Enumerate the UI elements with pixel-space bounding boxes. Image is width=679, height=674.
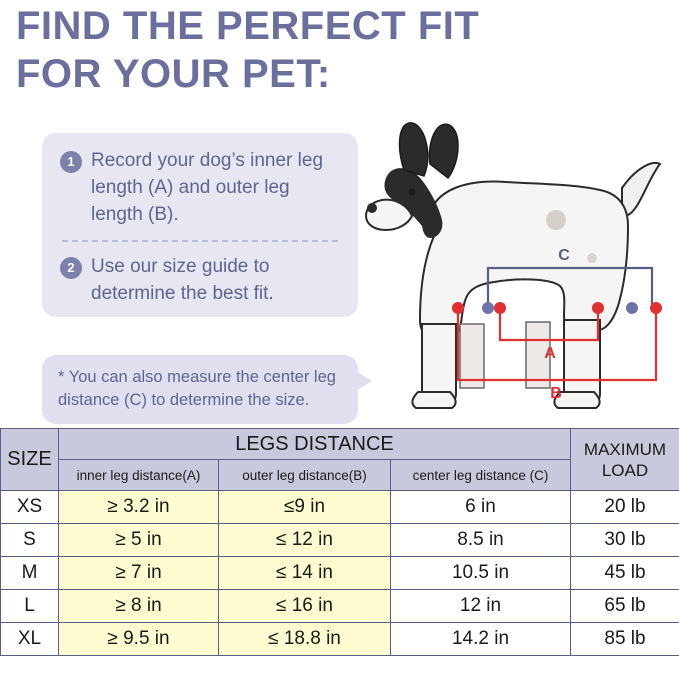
cell-center: 14.2 in [391,623,571,656]
table-row [1,491,679,524]
cell-center: 6 in [391,491,571,524]
cell-inner: ≥ 5 in [59,524,219,557]
step-number-badge: 2 [60,257,82,279]
step-text: Record your dog’s inner leg length (A) and outer leg length (B). [91,150,324,225]
header-legs-distance: LEGS DISTANCE [59,429,571,460]
cell-outer: ≤ 14 in [219,557,391,590]
header-size: SIZE [1,429,59,491]
table-row [1,557,679,590]
table-row [1,590,679,623]
cell-size: S [1,524,59,557]
header-inner-leg-distance: inner leg distance(A) [59,460,219,491]
step-text: Use our size guide to determine the best fit. [91,256,274,304]
table-header-row-1 [1,429,679,460]
cell-size: L [1,590,59,623]
cell-center: 10.5 in [391,557,571,590]
dog-illustration [366,123,660,408]
svg-text:C: C [558,247,570,264]
step-number-badge: 1 [60,151,82,173]
instruction-step-1 [60,147,340,228]
cell-center: 12 in [391,590,571,623]
cell-load: 65 lb [571,590,679,623]
cell-load: 30 lb [571,524,679,557]
cell-load: 20 lb [571,491,679,524]
page-title [16,2,656,98]
card-divider [62,240,338,242]
table-row [1,623,679,656]
cell-size: XS [1,491,59,524]
header-maximum-load-line-1: MAXIMUM [583,439,667,459]
header-maximum-load [571,429,679,491]
cell-center: 8.5 in [391,524,571,557]
cell-outer: ≤ 16 in [219,590,391,623]
table-row [1,524,679,557]
cell-size: M [1,557,59,590]
measurement-note: * You can also measure the center leg distance (C) to determine the size. [42,355,358,424]
header-outer-leg-distance: outer leg distance(B) [219,460,391,491]
cell-load: 85 lb [571,623,679,656]
cell-inner: ≥ 3.2 in [59,491,219,524]
page-title-line-1: FIND THE PERFECT FIT [16,4,480,48]
measure-points [452,302,662,314]
cell-load: 45 lb [571,557,679,590]
cell-outer: ≤9 in [219,491,391,524]
header-center-leg-distance: center leg distance (C) [391,460,571,491]
cell-inner: ≥ 8 in [59,590,219,623]
cell-inner: ≥ 7 in [59,557,219,590]
header-maximum-load-line-2: LOAD [601,460,649,480]
svg-text:A: A [544,345,556,362]
size-table-wrapper [0,428,679,674]
instructions-card [42,133,358,317]
cell-inner: ≥ 9.5 in [59,623,219,656]
cell-outer: ≤ 12 in [219,524,391,557]
svg-text:B: B [550,385,562,402]
measure-b [458,310,656,402]
size-table [0,428,679,656]
page-title-line-2: FOR YOUR PET: [16,52,331,96]
cell-outer: ≤ 18.8 in [219,623,391,656]
cell-size: XL [1,623,59,656]
dog-diagram [360,108,679,423]
instruction-step-2 [60,253,340,307]
